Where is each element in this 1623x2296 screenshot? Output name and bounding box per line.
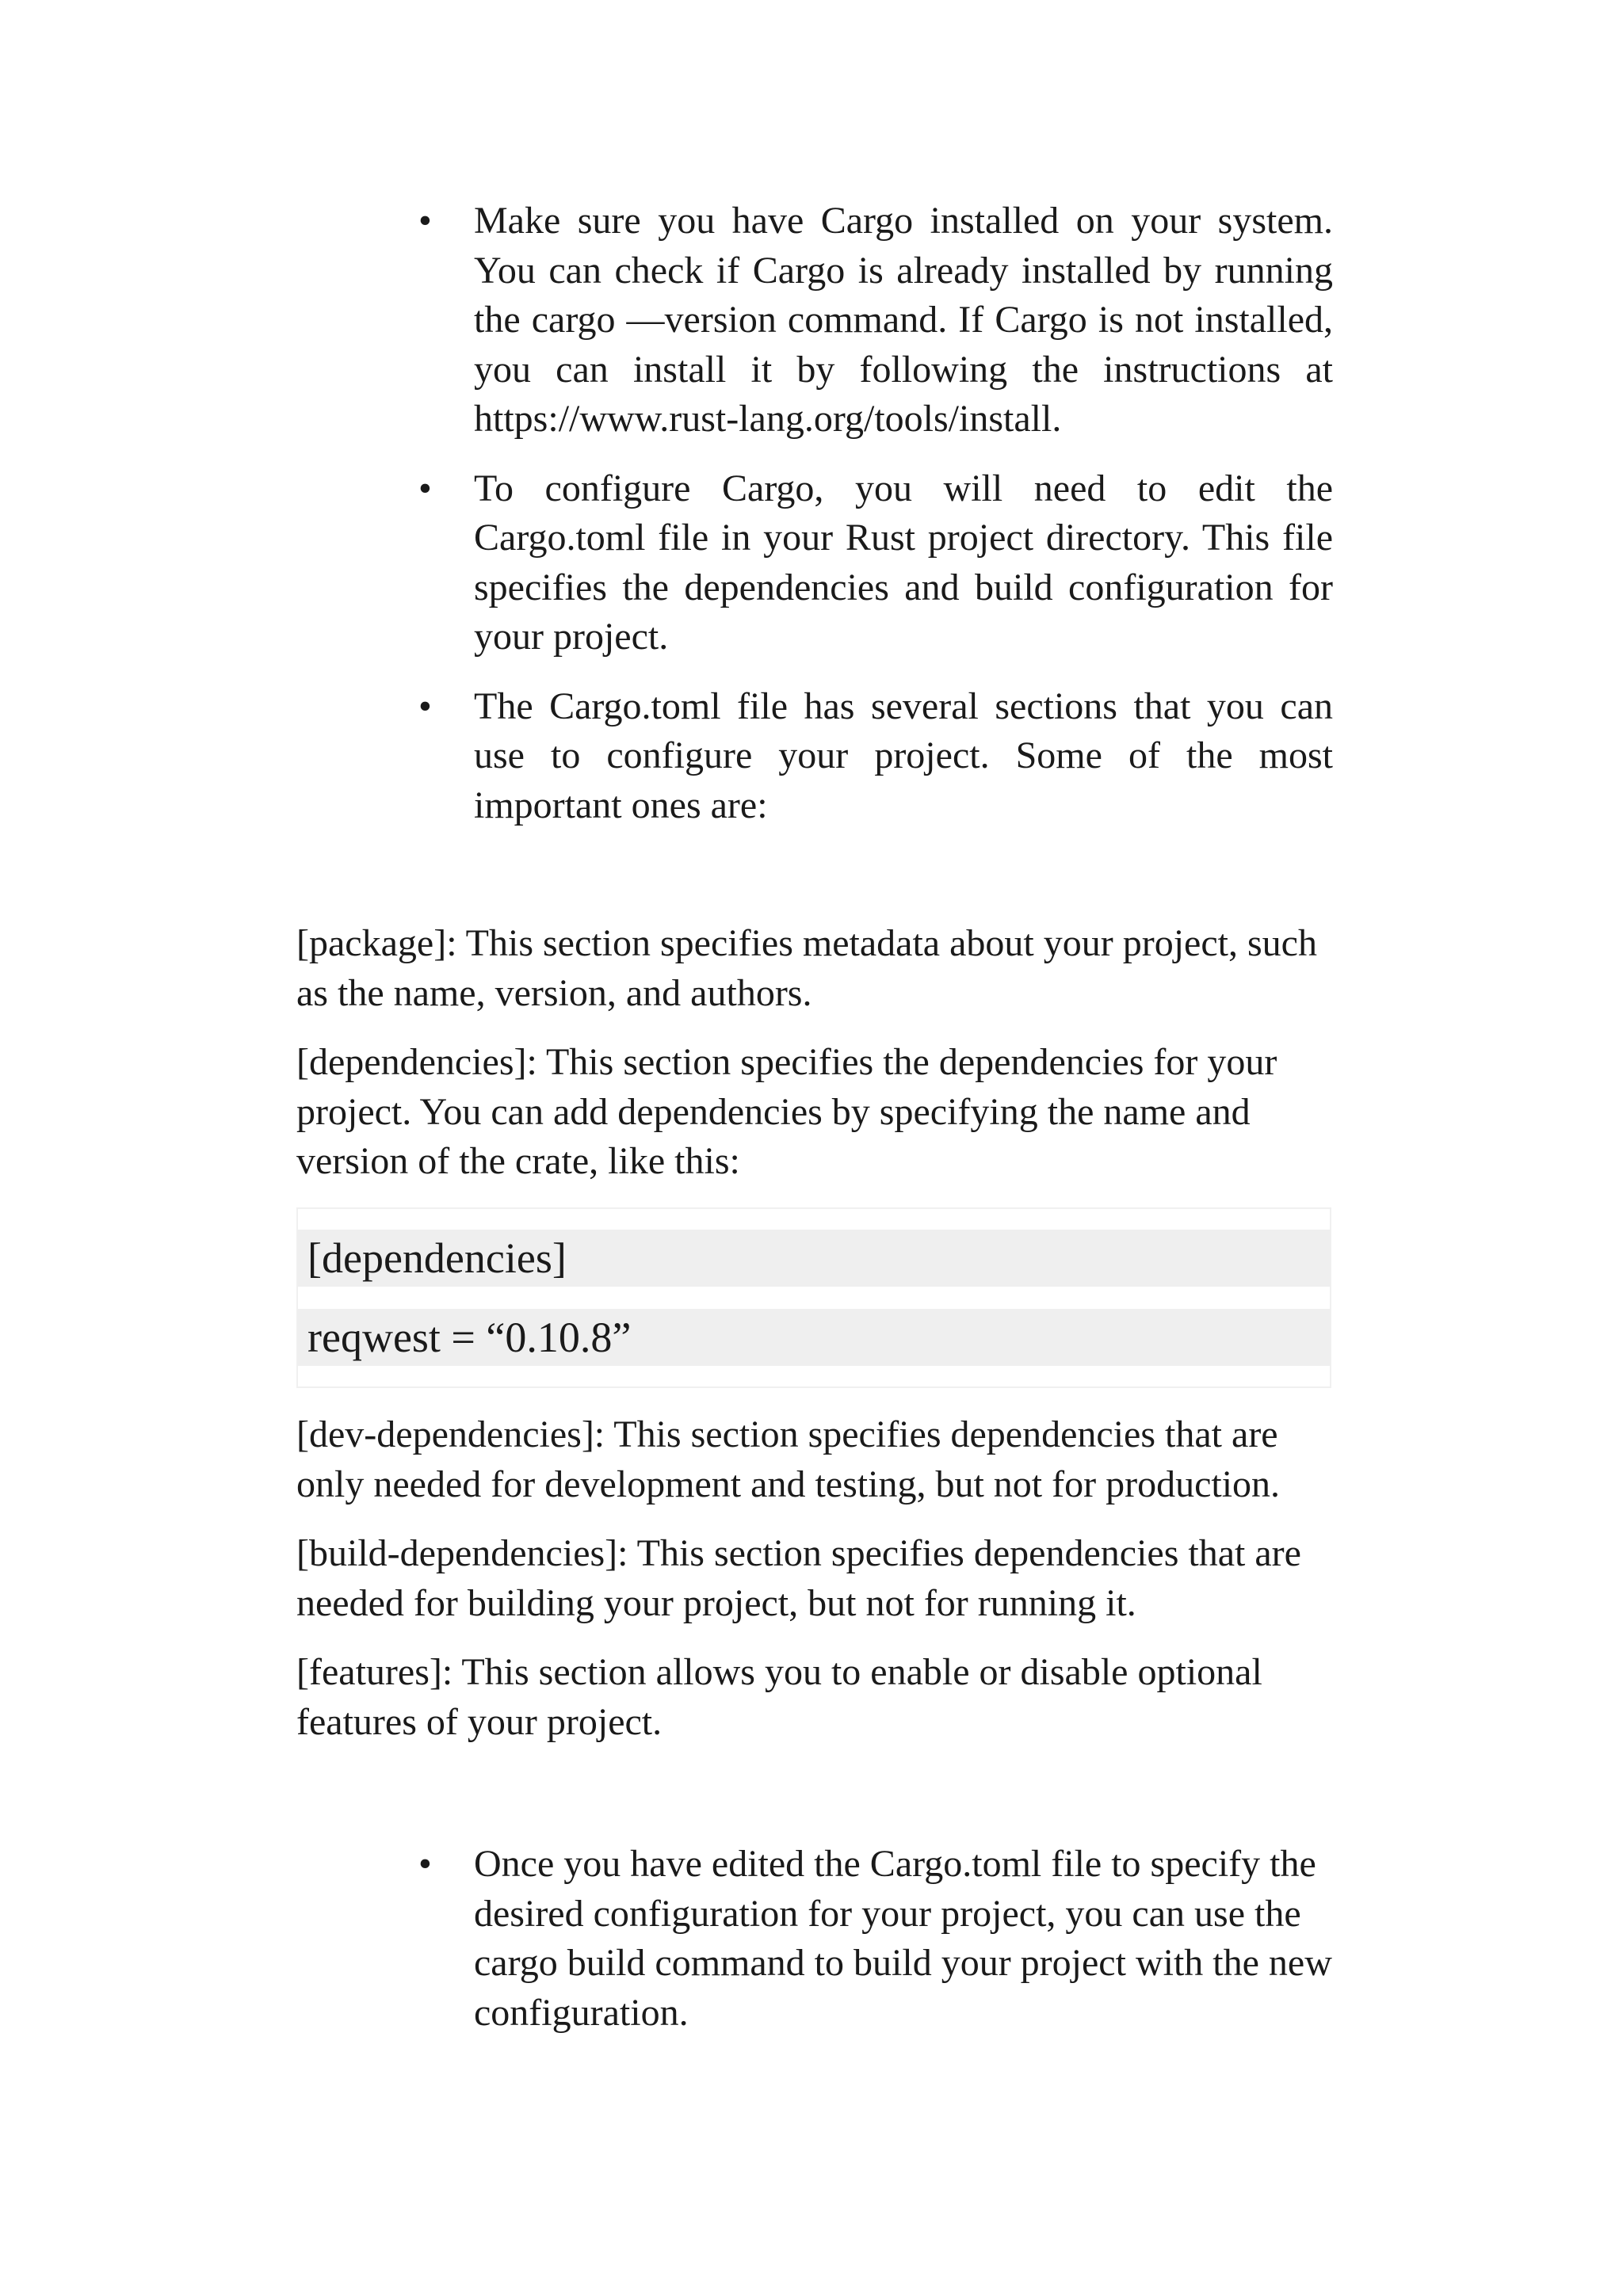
code-line: [dependencies] — [298, 1230, 1330, 1287]
bullet-icon: • — [418, 200, 432, 242]
bullet-text: Make sure you have Cargo installed on your system. You can check if Cargo is already installed by running the cargo —version command. If Cargo is not installed, you can install it by following the instructions at https://www.rust-lang.org/tools/install. — [474, 200, 1333, 440]
features-section-paragraph: [features]: This section allows you to enable or disable optional features of your project. — [296, 1651, 1262, 1743]
section-descriptions-b — [296, 1410, 1335, 1767]
bullet-item-cargo-build — [412, 1840, 1333, 2038]
bullet-icon: • — [418, 1843, 432, 1885]
code-block — [296, 1207, 1331, 1388]
package-section-paragraph: [package]: This section specifies metadata about your project, such as the name, version, and authors. — [296, 922, 1317, 1014]
dev-dependencies-section-paragraph: [dev-dependencies]: This section specifies dependencies that are only needed for development and testing, but not for production. — [296, 1413, 1281, 1505]
dependencies-section-paragraph: [dependencies]: This section specifies the dependencies for your project. You can add dependencies by specifying the name and version of the crate, like this: — [296, 1041, 1277, 1182]
top-bullet-list — [412, 196, 1333, 850]
build-dependencies-section-paragraph: [build-dependencies]: This section specifies dependencies that are needed for building your project, but not for running it. — [296, 1532, 1301, 1624]
bullet-item-sections — [412, 682, 1333, 831]
bullet-text: The Cargo.toml file has several sections that you can use to configure your project. Some of the most important ones are: — [474, 685, 1333, 826]
bottom-bullet-list — [412, 1840, 1333, 2058]
bullet-text: Once you have edited the Cargo.toml file to specify the desired configuration for your project, you can use the cargo build command to build your project with the new configuration. — [474, 1843, 1332, 2034]
bullet-icon: • — [418, 467, 432, 509]
bullet-item-cargo-install — [412, 196, 1333, 444]
bullet-icon: • — [418, 685, 432, 727]
section-descriptions-a — [296, 919, 1335, 1207]
code-line: reqwest = “0.10.8” — [298, 1309, 1330, 1366]
bullet-text: To configure Cargo, you will need to edit the Cargo.toml file in your Rust project directory. This file specifies the dependencies and build configuration for your project. — [474, 467, 1333, 658]
bullet-item-configure-cargo — [412, 464, 1333, 662]
